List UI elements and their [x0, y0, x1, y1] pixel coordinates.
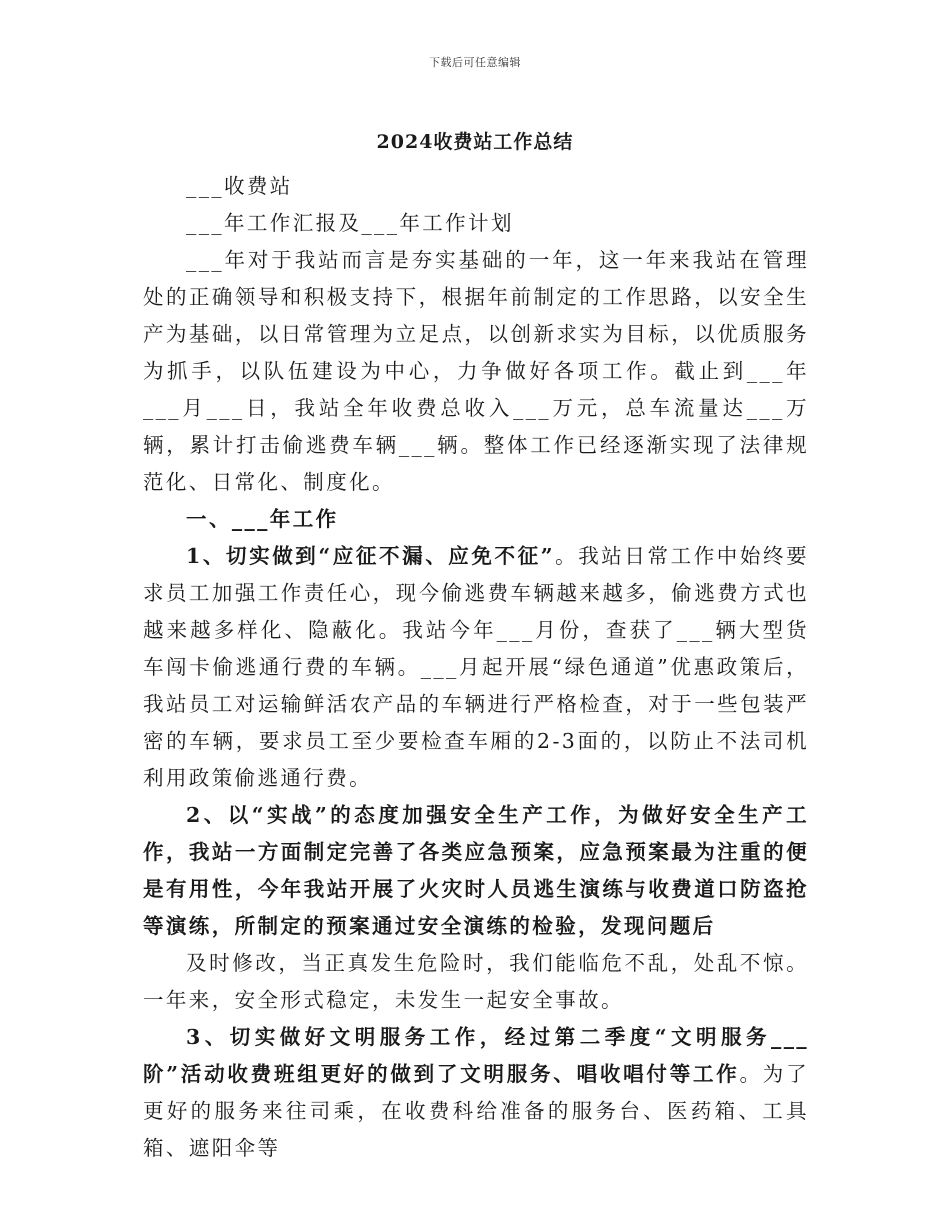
document-body: [143, 168, 809, 1167]
item-3-text: 。为了更好的服务来往司乘，在收费科给准备的服务台、医药箱、工具箱、遮阳伞等: [143, 1062, 809, 1160]
item-1-text: 。我站日常工作中始终要求员工加强工作责任心，现今偷逃费车辆越来越多，偷逃费方式也越来越多样化、隐蔽化。我站今年___月份，查获了___辆大型货车闯卡偷逃通行费的车辆。___月起开展“绿色通道”优惠政策后，我站员工对运输鲜活农产品的车辆进行严格检查，对于一些包装严密的车辆，要求员工至少要检查车厢的2-3面的，以防止不法司机利用政策偷逃通行费。: [143, 544, 809, 790]
item-2-continuation: 及时修改，当正真发生危险时，我们能临危不乱，处乱不惊。一年来，安全形式稳定，未发生一起安全事故。: [143, 951, 809, 1012]
report-subtitle-line: ___年工作汇报及___年工作计划: [186, 211, 514, 235]
item-3-heading: 3、切实做好文明服务工作，经过第二季度“文明服务___阶”活动收费班组更好的做到了文明服务、唱收唱付等工作: [143, 1025, 809, 1086]
item-1-heading: 1、切实做到“应征不漏、应免不征”: [186, 544, 555, 568]
section-heading-1: 一、___年工作: [186, 507, 339, 531]
header-note: 下载后可任意编辑: [429, 56, 521, 69]
document-title: 2024收费站工作总结: [376, 131, 574, 153]
item-3-paragraph: [143, 1019, 809, 1167]
station-name-line: ___收费站: [186, 174, 293, 198]
item-2-paragraph: 2、以“实战”的态度加强安全生产工作，为做好安全生产工作，我站一方面制定完善了各类应急预案，应急预案最为注重的便是有用性，今年我站开展了火灾时人员逃生演练与收费道口防盗抢等演练，所制定的预案通过安全演练的检验，发现问题后: [143, 803, 809, 938]
intro-paragraph: ___年对于我站而言是夯实基础的一年，这一年来我站在管理处的正确领导和积极支持下，根据年前制定的工作思路，以安全生产为基础，以日常管理为立足点，以创新求实为目标，以优质服务为抓手，以队伍建设为中心，力争做好各项工作。截止到___年___月___日，我站全年收费总收入___万元，总车流量达___万辆，累计打击偷逃费车辆___辆。整体工作已经逐渐实现了法律规范化、日常化、制度化。: [143, 248, 809, 494]
item-1-paragraph: [143, 538, 809, 797]
